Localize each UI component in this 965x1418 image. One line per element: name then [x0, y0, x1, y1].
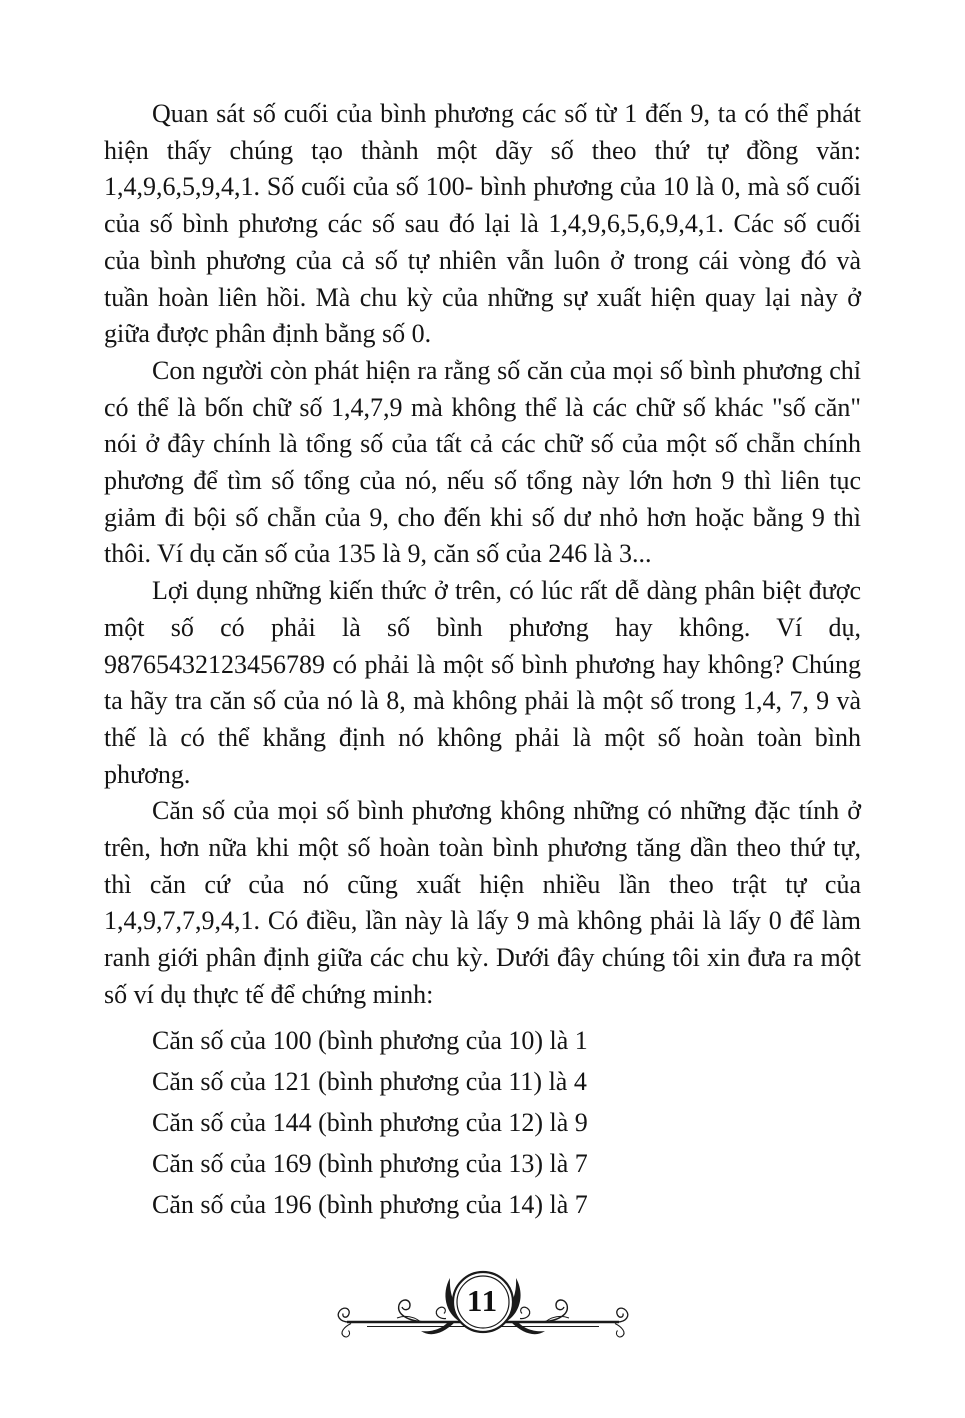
example-line-4: Căn số của 169 (bình phương của 13) là 7 — [152, 1148, 588, 1178]
paragraph-3: Lợi dụng những kiến thức ở trên, có lúc rất dễ dàng phân biệt được một số có phải là số bình phương hay không. Ví dụ, 98765432123456789 có phải là một số bình phương hay không? Chúng ta hãy tra căn số của nó là 8, mà không phải là một số trong 1,4, 7, 9 và thế là có thể khẳng định nó không phải là một số hoàn toàn bình phương. — [104, 576, 861, 789]
page-footer — [333, 1260, 633, 1355]
example-line-1: Căn số của 100 (bình phương của 10) là 1 — [152, 1025, 588, 1055]
body-text — [104, 96, 861, 1225]
paragraph-4: Căn số của mọi số bình phương không những có những đặc tính ở trên, hơn nữa khi một số hoàn toàn bình phương tăng dần theo thứ tự, thì căn cứ của nó cũng xuất hiện nhiều lần theo trật tự của 1,4,9,7,7,9,4,1. Có điều, lần này là lấy 9 mà không phải là lấy 0 để làm ranh giới phân định giữa các chu kỳ. Dưới đây chúng tôi xin đưa ra một số ví dụ thực tế để chứng minh: — [104, 796, 861, 1009]
page-number: 11 — [466, 1283, 499, 1318]
example-line-5: Căn số của 196 (bình phương của 14) là 7 — [152, 1189, 588, 1219]
paragraph-2: Con người còn phát hiện ra rằng số căn của mọi số bình phương chỉ có thể là bốn chữ số 1,4,7,9 mà không thể là các chữ số khác "số căn" nói ở đây chính là tổng số của tất cả các chữ số của một số chẵn chính phương để tìm số tổng của nó, nếu số tổng này lớn hơn 9 thì liên tục giảm đi bội số chẵn của 9, cho đến khi số dư nhỏ hơn hoặc bằng 9 thì thôi. Ví dụ căn số của 135 là 9, căn số của 246 là 3... — [104, 355, 861, 569]
paragraph-1: Quan sát số cuối của bình phương các số từ 1 đến 9, ta có thể phát hiện thấy chúng tạo thành một dãy số theo thứ tự đồng văn: 1,4,9,6,5,9,4,1. Số cuối của số 100- bình phương của 10 là 0, mà số cuối của số bình phương các số sau đó lại là 1,4,9,6,5,6,9,4,1. Các số cuối của bình phương của cả số tự nhiên vẫn luôn ở trong cái vòng đó và tuần hoàn liên hồi. Mà chu kỳ của những sự xuất hiện quay lại này ở giữa được phân định bằng số 0. — [104, 99, 861, 349]
example-line-3: Căn số của 144 (bình phương của 12) là 9 — [152, 1107, 588, 1137]
example-list — [104, 1020, 861, 1225]
example-line-2: Căn số của 121 (bình phương của 11) là 4 — [152, 1066, 587, 1096]
